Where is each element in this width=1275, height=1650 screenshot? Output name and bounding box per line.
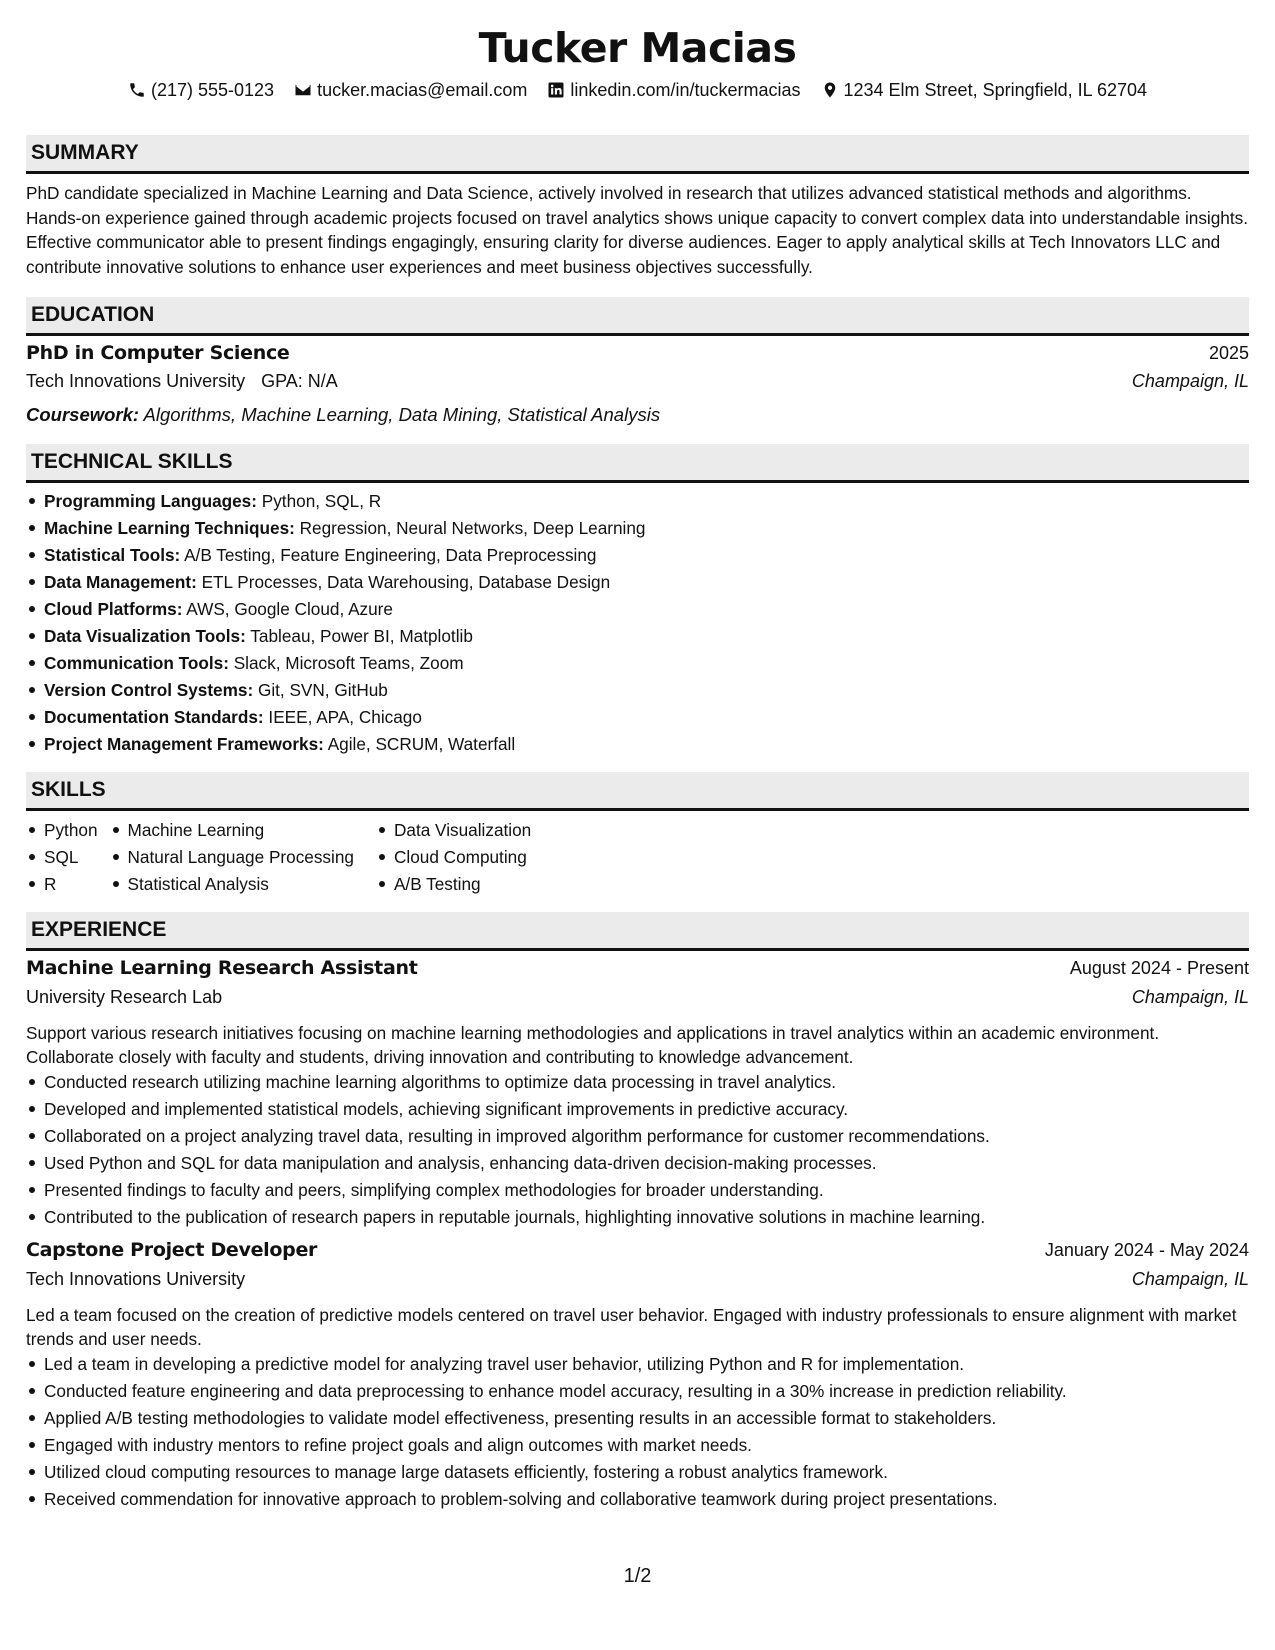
skill-values: Agile, SCRUM, Waterfall [327, 734, 516, 754]
technical-skills-list [26, 483, 1249, 758]
list-item [26, 515, 1249, 542]
skill-values: Python, SQL, R [261, 491, 382, 511]
job-description: Support various research initiatives focusing on machine learning methodologies and applications in travel analytics within an academic environment. Collaborate closely with faculty and students, driving innovation and contributing to knowledge advancement. [26, 1023, 1160, 1067]
list-item: Statistical Analysis [110, 871, 354, 898]
skill-category: Data Visualization Tools: [44, 626, 246, 646]
skill-values: AWS, Google Cloud, Azure [186, 599, 393, 619]
job-org: University Research Lab [26, 987, 223, 1007]
summary-heading: SUMMARY [26, 135, 1249, 174]
skill-category: Machine Learning Techniques: [44, 518, 295, 538]
list-item [26, 623, 1249, 650]
list-item: Applied A/B testing methodologies to validate model effectiveness, presenting results in an accessible format to stakeholders. [26, 1405, 1249, 1432]
list-item: Developed and implemented statistical models, achieving significant improvements in predictive accuracy. [26, 1096, 1249, 1123]
phone-icon [128, 81, 146, 99]
job-location: Champaign, IL [1131, 1269, 1249, 1289]
contact-address [821, 80, 1148, 101]
degree-title: PhD in Computer Science [26, 342, 290, 364]
list-item [26, 650, 1249, 677]
list-item [26, 569, 1249, 596]
list-item: Led a team in developing a predictive model for analyzing travel user behavior, utilizing Python and R for implementation. [26, 1351, 1249, 1378]
skill-category: Documentation Standards: [44, 707, 264, 727]
candidate-name: Tucker Macias [478, 24, 797, 72]
skill-category: Statistical Tools: [44, 545, 181, 565]
job-description: Led a team focused on the creation of predictive models centered on travel user behavior. Engaged with industry professionals to ensure alignment with market trends and user needs. [26, 1305, 1237, 1349]
skills-column-3 [376, 817, 531, 898]
skill-category: Programming Languages: [44, 491, 257, 511]
contact-email[interactable] [294, 80, 527, 101]
list-item: Engaged with industry mentors to refine project goals and align outcomes with market needs. [26, 1432, 1249, 1459]
job-location: Champaign, IL [1131, 987, 1249, 1007]
skill-category: Data Management: [44, 572, 197, 592]
skills-column-1 [26, 817, 98, 898]
map-pin-icon [821, 81, 839, 99]
school-name: Tech Innovations University [26, 371, 246, 391]
skill-values: IEEE, APA, Chicago [268, 707, 422, 727]
skills-column-2 [110, 817, 354, 898]
list-item: Contributed to the publication of research papers in reputable journals, highlighting innovative solutions in machine learning. [26, 1204, 1249, 1231]
list-item [26, 596, 1249, 623]
job-bullets [26, 1069, 1249, 1231]
skill-values: A/B Testing, Feature Engineering, Data Preprocessing [184, 545, 597, 565]
technical-skills-heading: TECHNICAL SKILLS [26, 444, 1249, 483]
list-item: Cloud Computing [376, 844, 531, 871]
linkedin-link[interactable]: linkedin.com/in/tuckermacias [570, 79, 801, 100]
coursework-list: Algorithms, Machine Learning, Data Mining, Statistical Analysis [143, 404, 661, 425]
skill-category: Cloud Platforms: [44, 599, 183, 619]
list-item [26, 488, 1249, 515]
list-item: Received commendation for innovative approach to problem-solving and collaborative teamwork during project presentations. [26, 1486, 1249, 1513]
job-title: Capstone Project Developer [26, 1239, 318, 1261]
list-item: Python [26, 817, 98, 844]
page-number: 1/2 [623, 1565, 652, 1587]
skill-category: Project Management Frameworks: [44, 734, 324, 754]
list-item: A/B Testing [376, 871, 531, 898]
coursework-line [26, 400, 1249, 430]
skill-category: Version Control Systems: [44, 680, 254, 700]
email-link[interactable]: tucker.macias@email.com [317, 79, 528, 100]
envelope-icon [294, 81, 312, 99]
school-location: Champaign, IL [1131, 371, 1249, 391]
list-item: Machine Learning [110, 817, 354, 844]
list-item: Presented findings to faculty and peers, simplifying complex methodologies for broader understanding. [26, 1177, 1249, 1204]
list-item [26, 731, 1249, 758]
list-item: Conducted research utilizing machine learning algorithms to optimize data processing in travel analytics. [26, 1069, 1249, 1096]
experience-entry-1 [26, 951, 1249, 1231]
skills-heading: SKILLS [26, 772, 1249, 811]
contact-phone [128, 80, 274, 101]
summary-text: PhD candidate specialized in Machine Learning and Data Science, actively involved in research that utilizes advanced statistical methods and algorithms. Hands-on experience gained through academic projects focused on travel analytics shows unique capacity to convert complex data into understandable insights. Effective communicator able to present findings engagingly, ensuring clarity for diverse audiences. Eager to apply analytical skills at Tech Innovators LLC and contribute innovative solutions to enhance user experiences and meet business objectives successfully. [26, 183, 1248, 277]
phone-text: (217) 555-0123 [150, 79, 275, 100]
graduation-year: 2025 [1208, 343, 1249, 363]
list-item: Used Python and SQL for data manipulation and analysis, enhancing data-driven decision-making processes. [26, 1150, 1249, 1177]
skill-values: Tableau, Power BI, Matplotlib [250, 626, 473, 646]
list-item: SQL [26, 844, 98, 871]
address-text: 1234 Elm Street, Springfield, IL 62704 [843, 79, 1148, 100]
education-entry [26, 336, 1249, 430]
experience-heading: EXPERIENCE [26, 912, 1249, 951]
list-item: Conducted feature engineering and data preprocessing to enhance model accuracy, resulting in a 30% increase in prediction reliability. [26, 1378, 1249, 1405]
list-item [26, 704, 1249, 731]
education-heading: EDUCATION [26, 297, 1249, 336]
linkedin-icon [547, 81, 565, 99]
list-item [26, 542, 1249, 569]
list-item: Data Visualization [376, 817, 531, 844]
list-item [26, 677, 1249, 704]
skill-values: Git, SVN, GitHub [257, 680, 388, 700]
job-org: Tech Innovations University [26, 1269, 246, 1289]
coursework-label: Coursework: [26, 404, 140, 425]
skill-values: Regression, Neural Networks, Deep Learning [299, 518, 646, 538]
contact-bar [26, 74, 1249, 106]
list-item: Natural Language Processing [110, 844, 354, 871]
list-item: Collaborated on a project analyzing travel data, resulting in improved algorithm performance for customer recommendations. [26, 1123, 1249, 1150]
skills-grid [26, 811, 1249, 898]
school-line [26, 371, 338, 392]
job-bullets [26, 1351, 1249, 1513]
contact-linkedin[interactable] [547, 80, 800, 101]
job-title: Machine Learning Research Assistant [26, 957, 418, 979]
job-dates: January 2024 - May 2024 [1044, 1240, 1249, 1260]
list-item: R [26, 871, 98, 898]
job-dates: August 2024 - Present [1069, 958, 1249, 978]
gpa: GPA: N/A [261, 371, 338, 391]
skill-values: ETL Processes, Data Warehousing, Database Design [201, 572, 611, 592]
experience-entry-2 [26, 1231, 1249, 1513]
skill-category: Communication Tools: [44, 653, 229, 673]
list-item: Utilized cloud computing resources to manage large datasets efficiently, fostering a robust analytics framework. [26, 1459, 1249, 1486]
skill-values: Slack, Microsoft Teams, Zoom [233, 653, 464, 673]
